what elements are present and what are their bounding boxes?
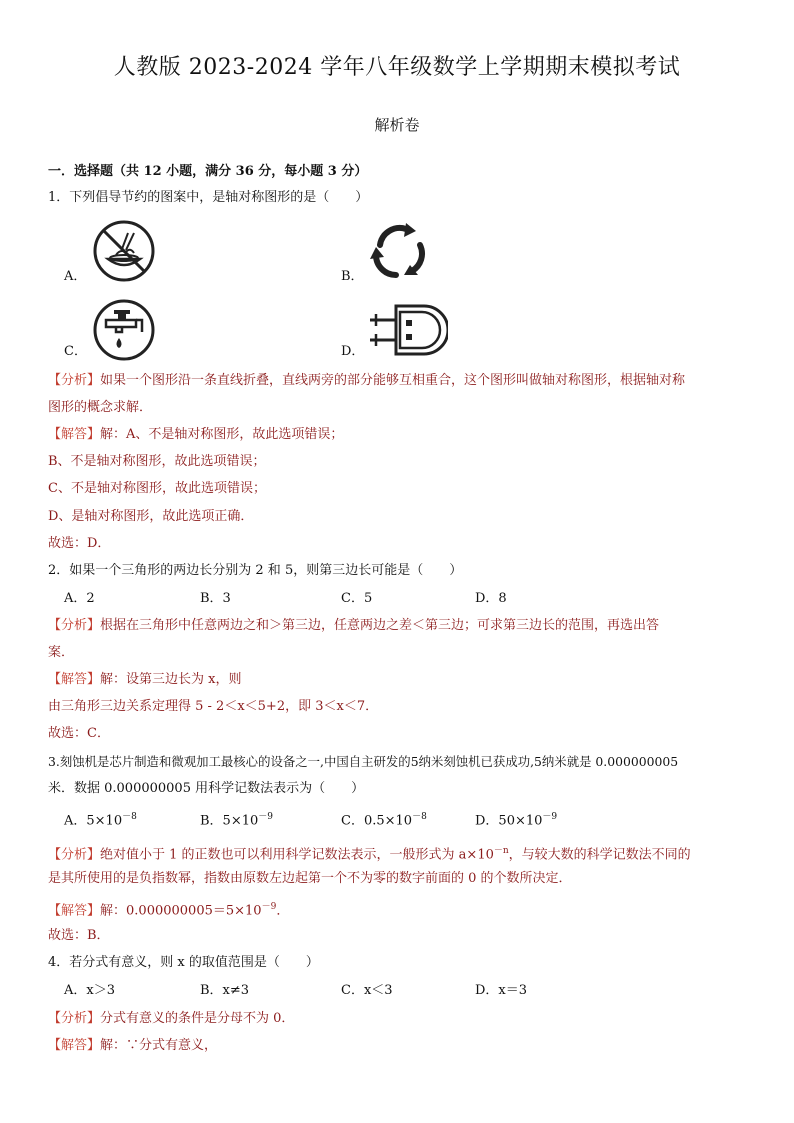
q2-analysis-line2: 案． xyxy=(48,645,75,660)
section-heading: 一．选择题（共 12 小题，满分 36 分，每小题 3 分） xyxy=(48,164,368,179)
q3-option-b-exponent: －9 xyxy=(258,812,273,822)
q1-option-a-label: A． xyxy=(64,269,87,284)
analysis-text: 根据在三角形中任意两边之和＞第三边，任意两边之差＜第三边；可求第三边长的范围，再选出答 xyxy=(100,618,660,633)
q3-stem-line2: 米．数据 0.000000005 用科学记数法表示为（ ） xyxy=(48,781,365,796)
q3-option-a xyxy=(64,808,137,830)
q3-option-d-exponent: －9 xyxy=(542,812,558,822)
q4-stem: 4．若分式有意义，则 x 的取值范围是（ ） xyxy=(48,955,319,970)
power-plug-icon xyxy=(366,302,448,358)
answer-tag: 【解答】 xyxy=(48,427,101,442)
q2-stem: 2．如果一个三角形的两边长分别为 2 和 5，则第三边长可能是（ ） xyxy=(48,563,463,578)
answer-tag: 【解答】 xyxy=(48,903,101,919)
q2-option-a: A．2 xyxy=(64,591,95,606)
q4-option-b: B．x≠3 xyxy=(200,983,250,998)
answer-text-b: ． xyxy=(276,903,290,919)
q1-stem: 1．下列倡导节约的图案中，是轴对称图形的是（ ） xyxy=(48,190,369,205)
analysis-tag: 【分析】 xyxy=(48,847,101,863)
q3-option-d-base: D．50×10 xyxy=(475,813,543,829)
q2-answer-line1 xyxy=(48,671,241,689)
q2-option-c: C．5 xyxy=(341,591,373,606)
document-title: 人教版 2023-2024 学年八年级数学上学期期末模拟考试 xyxy=(113,55,681,80)
analysis-tag: 【分析】 xyxy=(48,373,101,388)
q3-analysis-line1 xyxy=(48,842,691,864)
q4-option-a: A．x＞3 xyxy=(64,983,115,998)
analysis-text-b: ，与较大数的科学记数法不同的 xyxy=(508,847,691,863)
analysis-text: 分式有意义的条件是分母不为 0． xyxy=(100,1011,295,1026)
q1-option-b-label: B． xyxy=(341,269,364,284)
q4-option-d: D．x＝3 xyxy=(475,983,528,998)
analysis-tag: 【分析】 xyxy=(48,618,101,633)
answer-exponent: －9 xyxy=(261,902,277,912)
q3-stem-line1: 3.刻蚀机是芯片制造和微观加工最核心的设备之一,中国自主研发的5纳米刻蚀机已获成功,5纳米就是 0.000000005 xyxy=(48,754,679,769)
q4-option-c: C．x＜3 xyxy=(341,983,393,998)
answer-text: 解：设第三边长为 x，则 xyxy=(100,672,242,687)
q1-option-d-label: D． xyxy=(341,344,365,359)
q3-analysis-line2: 是其所使用的是负指数幂，指数由原数左边起第一个不为零的数字前面的 0 的个数所决定． xyxy=(48,871,572,886)
q3-option-b xyxy=(200,808,273,830)
answer-tag: 【解答】 xyxy=(48,672,101,687)
water-tap-icon xyxy=(92,298,156,362)
q3-choice: 故选：B． xyxy=(48,928,110,943)
q1-option-c-label: C． xyxy=(64,344,87,359)
q1-answer-line3: C、不是轴对称图形，故此选项错误； xyxy=(48,481,266,496)
q3-option-d xyxy=(475,808,557,830)
q3-option-b-base: B．5×10 xyxy=(200,813,259,829)
q1-answer-line1 xyxy=(48,426,343,444)
answer-text-a: 解：0.000000005＝5×10 xyxy=(100,903,262,919)
answer-text: 解：∵分式有意义， xyxy=(100,1038,218,1053)
answer-tag: 【解答】 xyxy=(48,1038,101,1053)
no-eating-waste-icon xyxy=(92,219,156,283)
q2-choice: 故选：C． xyxy=(48,726,110,741)
q2-option-b: B．3 xyxy=(200,591,231,606)
document-subtitle: 解析卷 xyxy=(374,116,420,134)
q3-option-c xyxy=(341,808,427,830)
q1-answer-line2: B、不是轴对称图形，故此选项错误； xyxy=(48,454,266,469)
q2-option-d: D．8 xyxy=(475,591,507,606)
analysis-text-a: 绝对值小于 1 的正数也可以利用科学记数法表示，一般形式为 a×10 xyxy=(100,847,494,863)
q3-option-a-exponent: －8 xyxy=(122,812,137,822)
q4-analysis-line1 xyxy=(48,1010,294,1028)
analysis-exponent: －n xyxy=(493,846,509,856)
q3-option-a-base: A．5×10 xyxy=(64,813,123,829)
q3-answer-line1 xyxy=(48,898,289,920)
analysis-tag: 【分析】 xyxy=(48,1011,101,1026)
q2-answer-line2: 由三角形三边关系定理得 5 - 2＜x＜5+2，即 3＜x＜7． xyxy=(48,699,379,714)
answer-text: 解：A、不是轴对称图形，故此选项错误； xyxy=(100,427,344,442)
recycle-arrows-icon xyxy=(366,219,432,283)
analysis-text: 如果一个图形沿一条直线折叠，直线两旁的部分能够互相重合，这个图形叫做轴对称图形，根据轴对称 xyxy=(100,373,686,388)
q1-answer-line4: D、是轴对称图形，故此选项正确． xyxy=(48,509,254,524)
q4-answer-line1 xyxy=(48,1037,217,1055)
q3-option-c-base: C．0.5×10 xyxy=(341,813,413,829)
q3-option-c-exponent: －8 xyxy=(412,812,427,822)
q1-analysis-line1 xyxy=(48,372,685,390)
q2-analysis-line1 xyxy=(48,617,659,635)
q1-choice: 故选：D． xyxy=(48,536,111,551)
q1-analysis-line2: 图形的概念求解． xyxy=(48,400,153,415)
